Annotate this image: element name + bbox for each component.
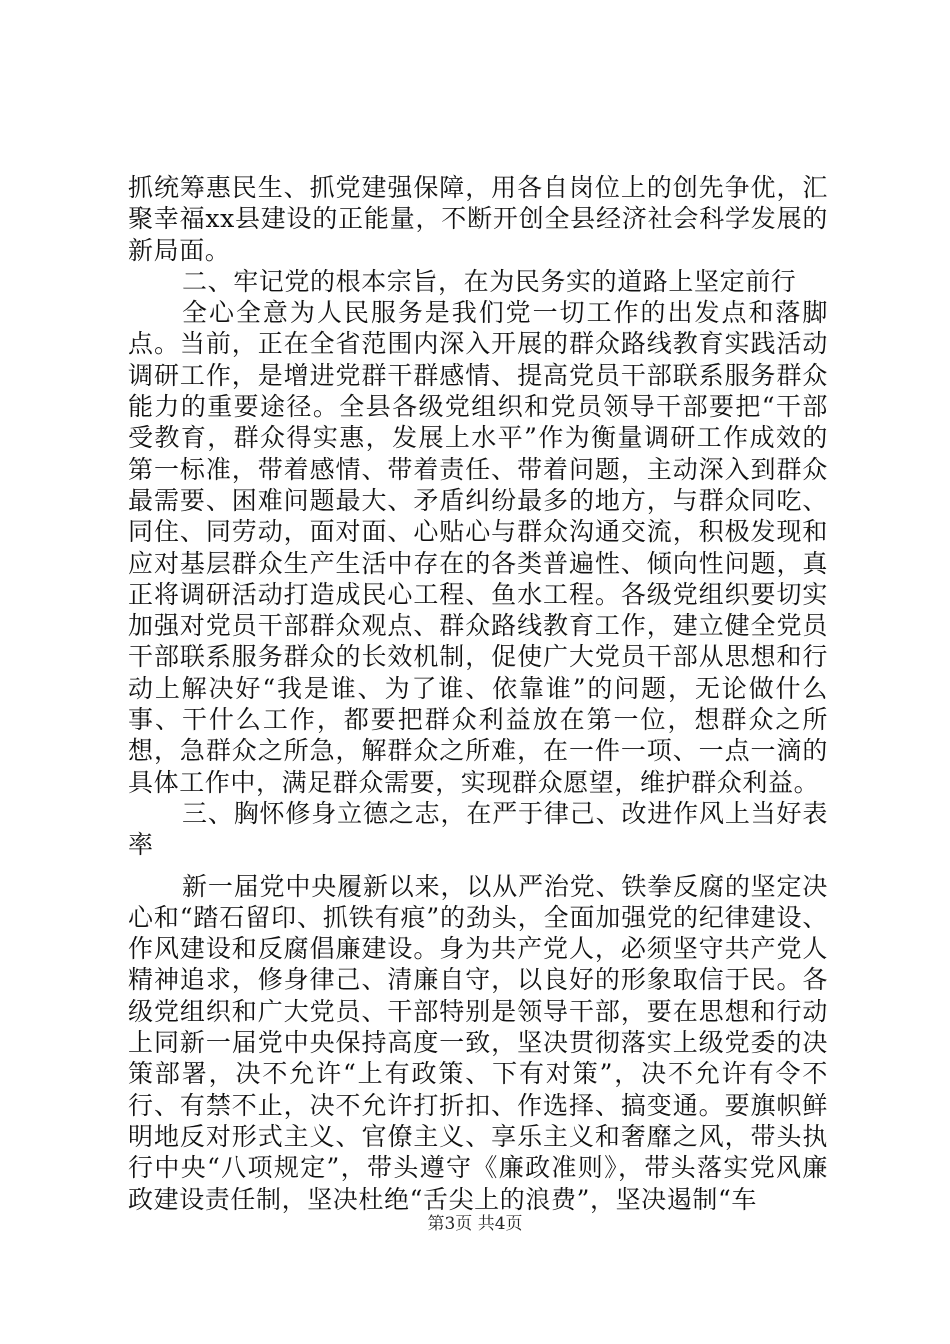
section-heading-3: 三、胸怀修身立德之志，在严于律己、改进作风上当好表率 xyxy=(128,798,828,860)
document-body xyxy=(128,172,828,1215)
paragraph-continuation: 抓统筹惠民生、抓党建强保障，用各自岗位上的创先争优，汇聚幸福xx县建设的正能量，不断开创全县经济社会科学发展的新局面。 xyxy=(128,173,828,265)
paragraph-section-3: 新一届党中央履新以来，以从严治党、铁拳反腐的坚定决心和“踏石留印、抓铁有痕”的劲头，全面加强党的纪律建设、作风建设和反腐倡廉建设。身为共产党人，必须坚守共产党人精神追求，修身律己、清廉自守，以良好的形象取信于民。各级党组织和广大党员、干部特别是领导干部，要在思想和行动上同新一届党中央保持高度一致，坚决贯彻落实上级党委的决策部署，决不允许“上有政策、下有对策”，决不允许有令不行、有禁不止，决不允许打折扣、作选择、搞变通。要旗帜鲜明地反对形式主义、官僚主义、享乐主义和奢靡之风，带头执行中央“八项规定”，带头遵守《廉政准则》，带头落实党风廉政建设责任制，坚决杜绝“舌尖上的浪费”，坚决遏制“车 xyxy=(128,871,828,1214)
section-heading-2: 二、牢记党的根本宗旨，在为民务实的道路上坚定前行 xyxy=(182,266,797,296)
paragraph-section-2: 全心全意为人民服务是我们党一切工作的出发点和落脚点。当前，正在全省范围内深入开展的群众路线教育实践活动调研工作，是增进党群干群感情、提高党员干部联系服务群众能力的重要途径。全县各级党组织和党员领导干部要把“干部受教育，群众得实惠，发展上水平”作为衡量调研工作成效的第一标准，带着感情、带着责任、带着问题，主动深入到群众最需要、困难问题最大、矛盾纠纷最多的地方，与群众同吃、同住、同劳动，面对面、心贴心与群众沟通交流，积极发现和应对基层群众生产生活中存在的各类普遍性、倾向性问题，真正将调研活动打造成民心工程、鱼水工程。各级党组织要切实加强对党员干部群众观点、群众路线教育工作，建立健全党员干部联系服务群众的长效机制，促使广大党员干部从思想和行动上解决好“我是谁、为了谁、依靠谁”的问题，无论做什么事、干什么工作，都要把群众利益放在第一位，想群众之所想，急群众之所急，解群众之所难，在一件一项、一点一滴的具体工作中，满足群众需要，实现群众愿望，维护群众利益。 xyxy=(128,298,828,797)
page-number-footer: 第3页 共4页 xyxy=(427,1214,523,1234)
